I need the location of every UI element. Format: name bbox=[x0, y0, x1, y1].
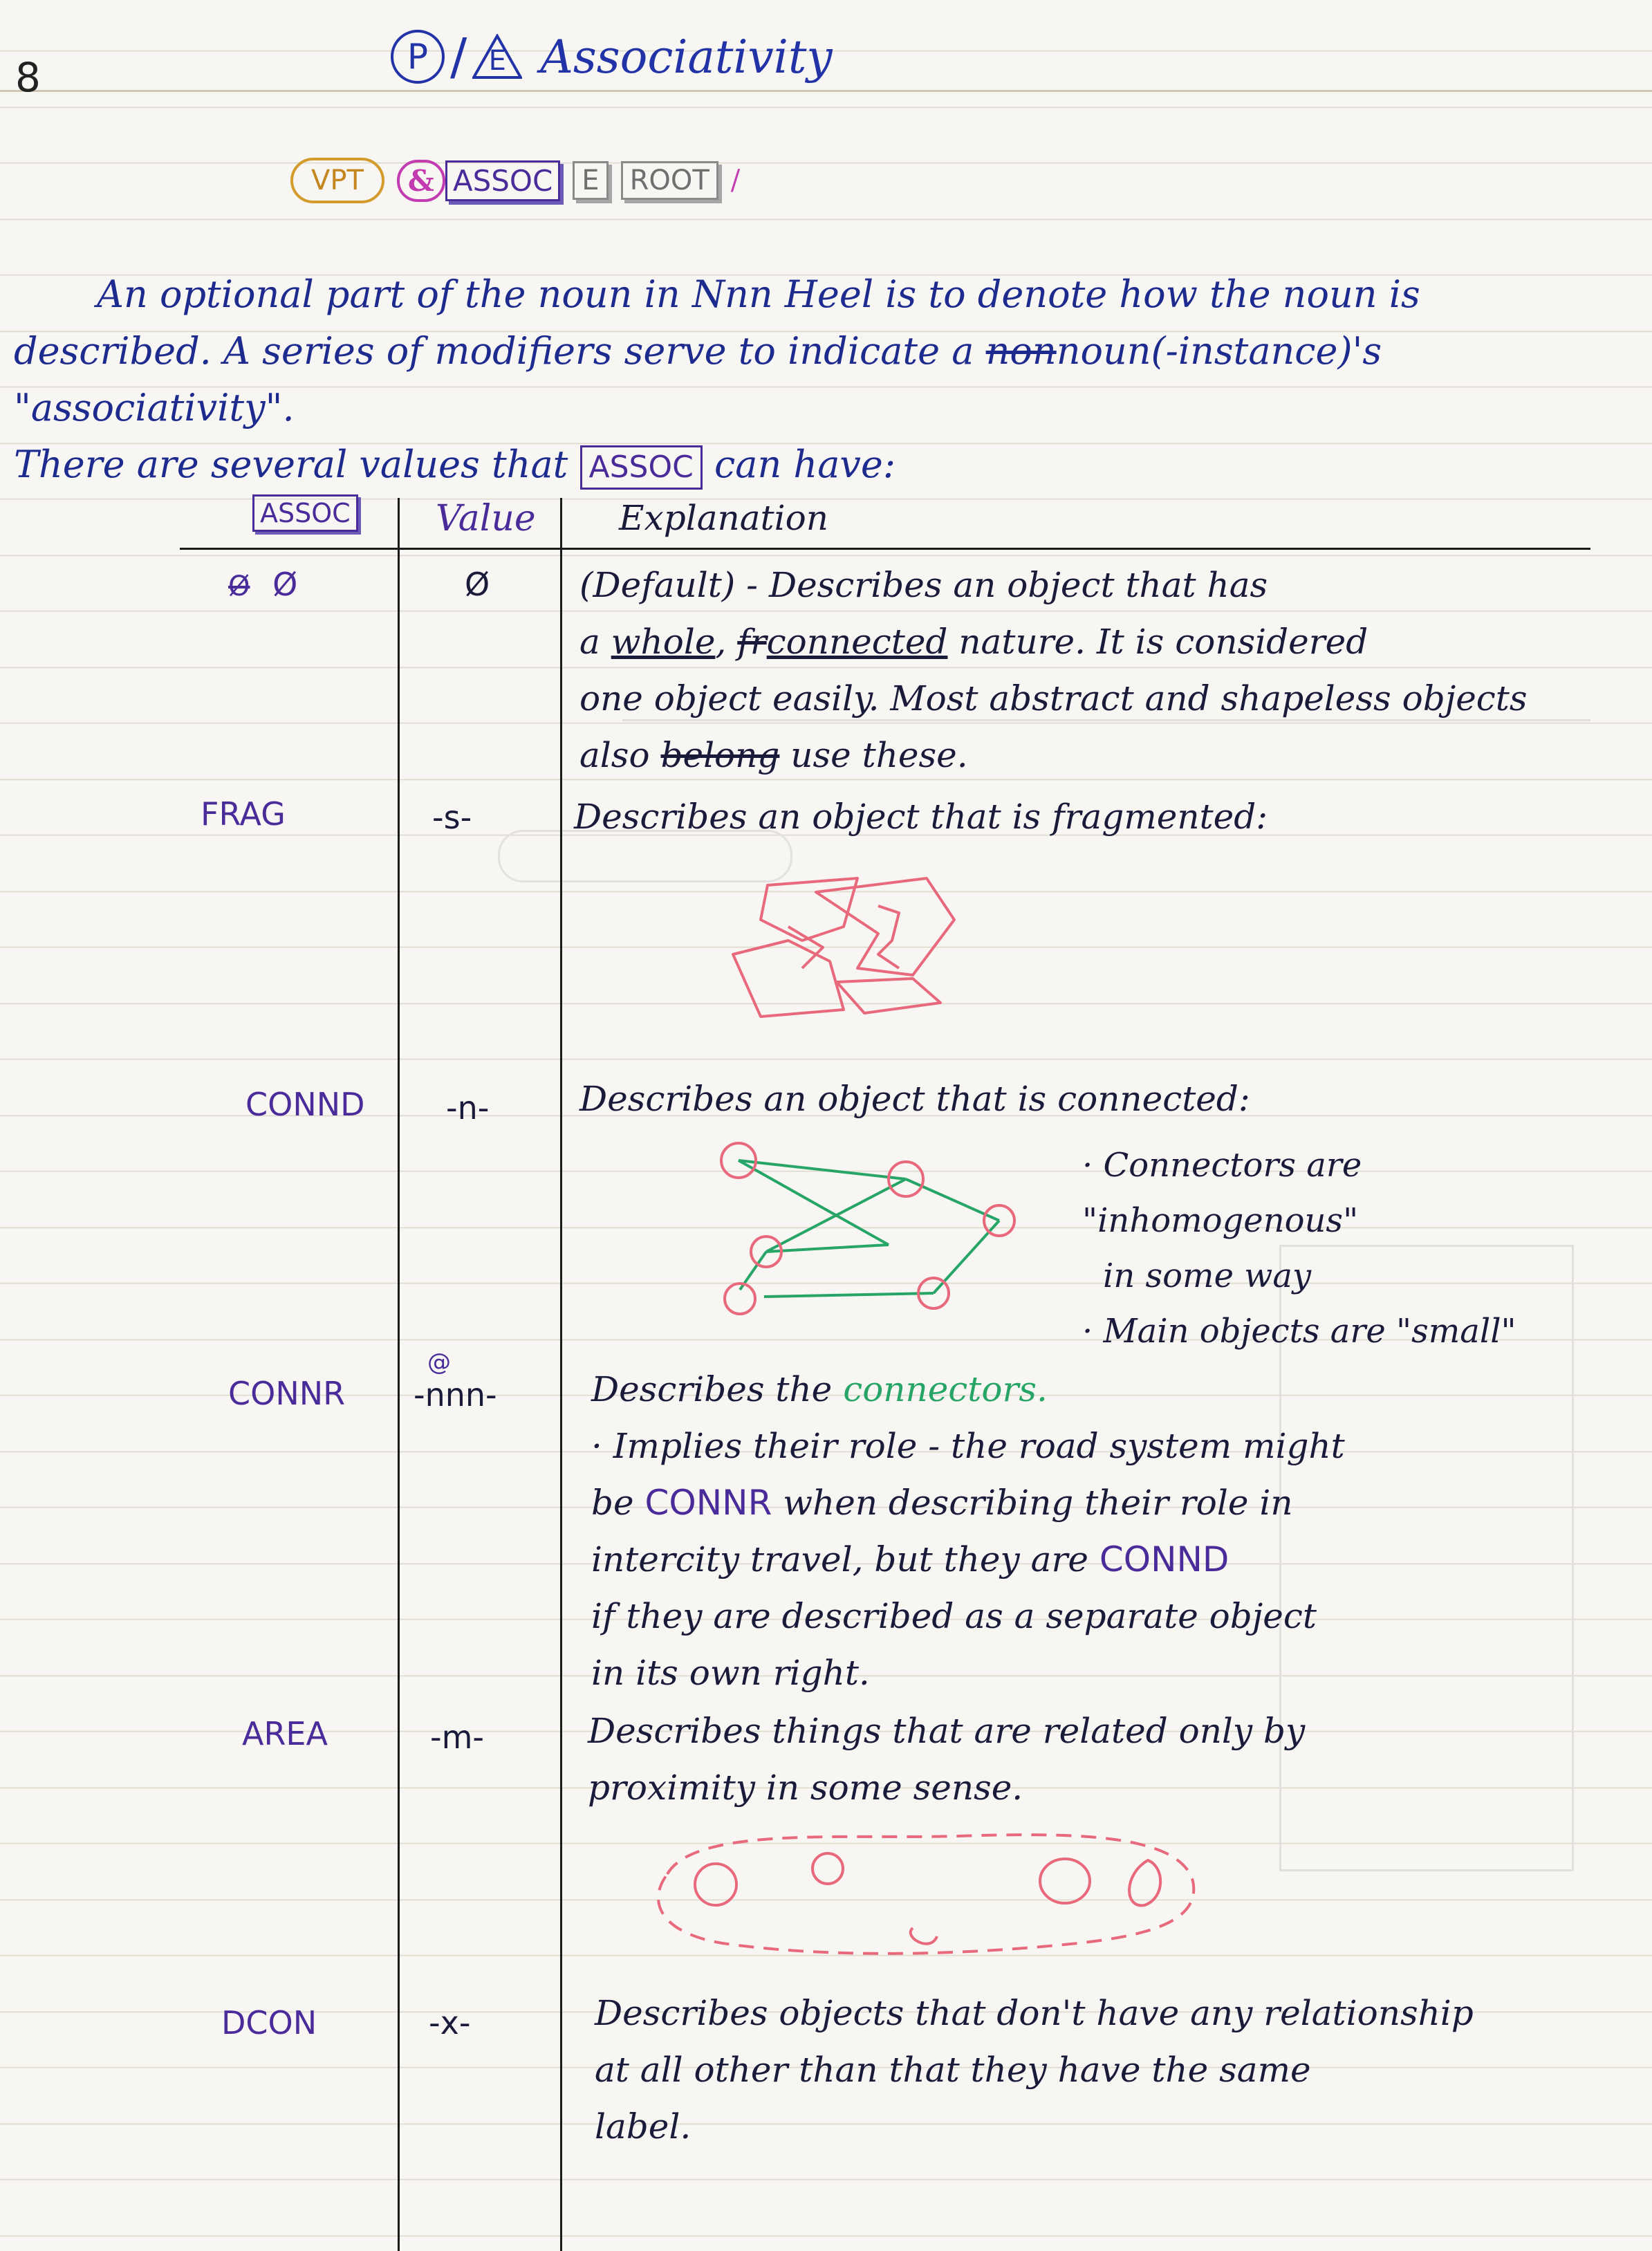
row-frag-name: FRAG bbox=[201, 795, 286, 833]
connd-bullet-list bbox=[1082, 1138, 1566, 1359]
e-badge-letter: E bbox=[488, 45, 506, 77]
intro-line-3-start: There are several values that bbox=[14, 443, 568, 486]
row-area-explanation bbox=[588, 1703, 1570, 1816]
slash-divider: / bbox=[450, 28, 467, 86]
tag-mark: / bbox=[730, 165, 741, 196]
area-line-1: Describes things that are related only by bbox=[588, 1711, 1306, 1751]
proximity-area-sketch bbox=[640, 1819, 1207, 1971]
connr-line-3-b: when describing their role in bbox=[783, 1483, 1293, 1523]
row-default-name bbox=[228, 566, 297, 603]
intro-struck-word: non bbox=[985, 329, 1057, 373]
default-line-4 bbox=[579, 727, 1561, 784]
intro-line-3-end: can have: bbox=[714, 443, 896, 486]
connr-line-4-a: intercity travel, but they are bbox=[591, 1539, 1088, 1580]
connr-line-3 bbox=[591, 1474, 1573, 1531]
row-dcon-value: -x- bbox=[429, 2004, 471, 2041]
connr-green-word: connectors. bbox=[843, 1369, 1048, 1409]
connr-line-1-a: Describes the bbox=[591, 1369, 833, 1409]
intro-paragraph bbox=[14, 266, 1604, 493]
struck-null-symbol: Ø bbox=[228, 571, 250, 602]
default-line-2-a: a bbox=[579, 622, 600, 662]
page-number: 8 bbox=[15, 54, 41, 101]
row-connd-explanation: Describes an object that is connected: bbox=[579, 1079, 1250, 1119]
underlined-whole: whole bbox=[611, 622, 716, 662]
tag-ampersand: & bbox=[397, 160, 445, 202]
row-connd-name: CONND bbox=[245, 1086, 365, 1123]
row-dcon-explanation bbox=[595, 1985, 1590, 2155]
row-connr-explanation bbox=[591, 1361, 1573, 1701]
intro-line-3 bbox=[14, 436, 1604, 493]
header-assoc: ASSOC bbox=[252, 494, 358, 532]
null-symbol: Ø bbox=[272, 566, 298, 603]
top-margin-rule bbox=[0, 90, 1652, 92]
p-badge: P bbox=[391, 30, 445, 84]
connd-inline-tag: CONND bbox=[1099, 1539, 1229, 1580]
header-value: Value bbox=[436, 498, 536, 539]
intro-line-2-start: described. A series of modifiers serve to indicate a bbox=[14, 329, 974, 373]
row-default-explanation bbox=[579, 557, 1561, 784]
default-line-2-comma: , bbox=[715, 622, 727, 662]
dcon-line-2: at all other than that they have the same bbox=[595, 2050, 1311, 2090]
struck-fr: fr bbox=[737, 622, 767, 662]
inline-assoc-tag: ASSOC bbox=[580, 445, 703, 490]
default-line-1: (Default) - Describes an object that has bbox=[579, 565, 1268, 605]
header-explanation: Explanation bbox=[619, 498, 828, 538]
row-area-value: -m- bbox=[430, 1719, 485, 1756]
default-line-4-a: also bbox=[579, 735, 650, 775]
default-line-4-b: use these. bbox=[790, 735, 968, 775]
tag-vpt: VPT bbox=[290, 158, 384, 203]
table-divider-1 bbox=[398, 498, 400, 2251]
tag-e: E bbox=[573, 161, 608, 200]
row-connr-name: CONNR bbox=[228, 1375, 346, 1412]
dcon-line-1: Describes objects that don't have any relationship bbox=[595, 1993, 1474, 2033]
intro-line-1: An optional part of the noun in Nnn Heel is to denote how the noun is bbox=[97, 272, 1420, 316]
dcon-line-3: label. bbox=[595, 2106, 692, 2147]
connr-value-mark: @ bbox=[427, 1349, 451, 1376]
connr-line-5: if they are described as a separate object bbox=[591, 1596, 1317, 1636]
area-line-2: proximity in some sense. bbox=[588, 1768, 1023, 1808]
tag-row bbox=[290, 158, 740, 203]
connected-nodes-sketch bbox=[712, 1127, 1030, 1328]
tag-assoc-group bbox=[397, 160, 560, 202]
table-header-rule bbox=[180, 548, 1590, 550]
connd-bullet-1-cont: in some way bbox=[1103, 1257, 1312, 1295]
page-title bbox=[391, 28, 833, 86]
row-default-value: Ø bbox=[465, 566, 490, 603]
connr-line-1 bbox=[591, 1361, 1573, 1418]
connd-bullet-2: · Main objects are "small" bbox=[1082, 1312, 1516, 1351]
row-connd-value: -n- bbox=[446, 1089, 490, 1127]
struck-belong: belong bbox=[660, 735, 780, 775]
default-line-3: one object easily. Most abstract and shapeless objects bbox=[579, 678, 1528, 719]
tag-root: ROOT bbox=[621, 161, 718, 200]
row-dcon-name: DCON bbox=[221, 2004, 317, 2041]
connr-line-6: in its own right. bbox=[591, 1653, 870, 1693]
tag-assoc: ASSOC bbox=[445, 160, 560, 201]
row-area-name: AREA bbox=[242, 1715, 328, 1752]
connd-bullet-1: · Connectors are "inhomogenous" bbox=[1082, 1146, 1362, 1240]
title-text: Associativity bbox=[540, 30, 833, 84]
connr-inline-tag: CONNR bbox=[644, 1483, 772, 1523]
table-divider-2 bbox=[560, 498, 562, 2251]
connr-line-4 bbox=[591, 1531, 1573, 1588]
row-frag-value: -s- bbox=[432, 799, 472, 836]
default-line-2-c: nature. It is considered bbox=[958, 622, 1368, 662]
default-line-2 bbox=[579, 613, 1561, 670]
connr-line-3-a: be bbox=[591, 1483, 634, 1523]
fragmented-object-sketch bbox=[719, 864, 968, 1023]
connr-line-2: · Implies their role - the road system might bbox=[591, 1426, 1345, 1466]
underlined-connected: connected bbox=[766, 622, 948, 662]
intro-line-2-end: noun(-instance)'s "associativity". bbox=[14, 329, 1382, 429]
row-frag-explanation: Describes an object that is fragmented: bbox=[574, 797, 1268, 837]
e-triangle-badge bbox=[472, 34, 522, 80]
intro-line-2 bbox=[14, 323, 1604, 436]
row-connr-value: -nnn- bbox=[414, 1376, 497, 1414]
